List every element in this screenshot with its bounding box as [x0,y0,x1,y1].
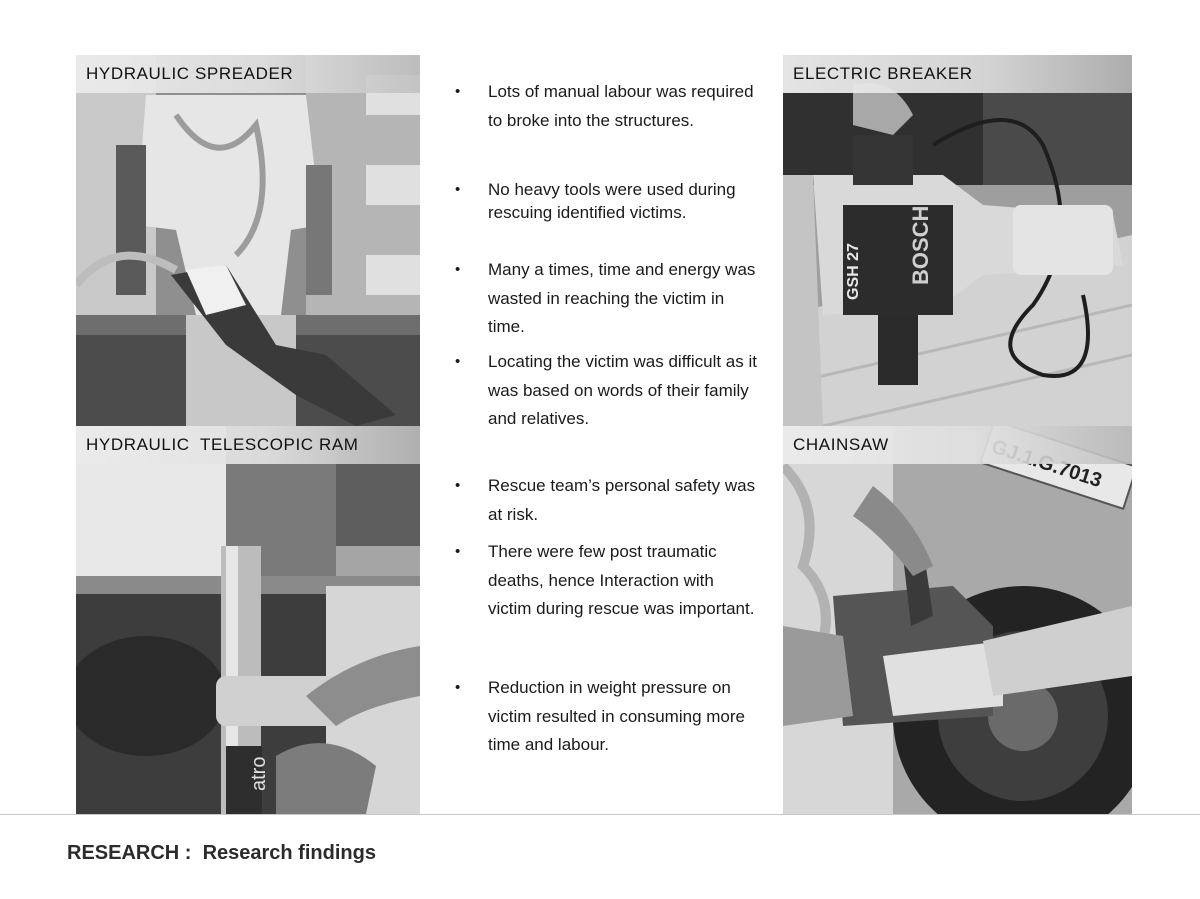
bullet-marker: • [455,353,461,370]
panel-label: HYDRAULIC SPREADER [76,55,420,93]
panel-label: ELECTRIC BREAKER [783,55,1132,93]
finding-item [455,178,755,248]
hydraulic-spreader-photo [76,55,420,426]
electric-breaker-photo [783,55,1132,426]
finding-item [455,674,755,792]
bullet-marker: • [455,83,461,100]
finding-item [455,472,755,532]
photo-panel-hydraulic-spreader [76,55,420,426]
finding-text: Many a times, time and energy was wasted in reaching the victim in time. [488,260,756,336]
footer-divider [0,814,1200,815]
finding-item [455,78,755,168]
page-title: RESEARCH : Research findings [67,842,376,864]
finding-text: Rescue team’s personal safety was at risk. [488,476,756,524]
finding-text: There were few post traumatic deaths, hence Interaction with victim during rescue was important. [488,542,755,618]
chainsaw-photo [783,426,1132,814]
breaker-model-text: GSH 27 [845,243,862,300]
panel-label: CHAINSAW [783,426,1132,464]
ram-brand-text: atro [248,756,270,791]
panel-label: HYDRAULIC TELESCOPIC RAM [76,426,420,464]
finding-text: Lots of manual labour was required to broke into the structures. [488,82,754,130]
photo-panel-chainsaw [783,426,1132,814]
finding-item [455,348,755,466]
bullet-marker: • [455,477,461,494]
bullet-marker: • [455,181,461,198]
bullet-marker: • [455,261,461,278]
finding-item [455,538,755,656]
finding-item [455,256,755,346]
breaker-brand-text: BOSCH [908,205,933,285]
finding-text: Reduction in weight pressure on victim resulted in consuming more time and labour. [488,678,745,754]
bullet-marker: • [455,679,461,696]
bullet-marker: • [455,543,461,560]
finding-text: Locating the victim was difficult as it was based on words of their family and relatives. [488,352,757,428]
finding-text: No heavy tools were used during rescuing identified victims. [488,180,736,222]
photo-panel-electric-breaker [783,55,1132,426]
hydraulic-telescopic-ram-photo [76,426,420,814]
photo-panel-hydraulic-telescopic-ram [76,426,420,814]
